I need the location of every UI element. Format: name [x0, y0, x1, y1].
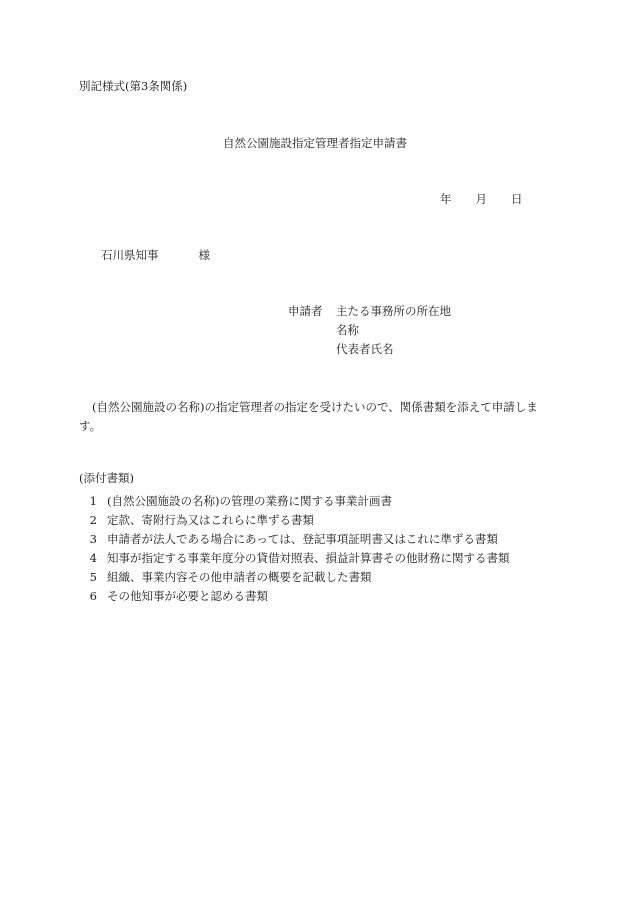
application-statement: (自然公園施設の名称)の指定管理者の指定を受けたいので、関係書類を添えて申請します。: [79, 400, 538, 433]
attachments-heading: (添付書類): [79, 471, 134, 485]
applicant-representative-label: 代表者氏名: [336, 342, 394, 356]
date-month-label: 月: [475, 192, 487, 206]
list-item: [79, 511, 510, 530]
list-item-number: 1: [89, 494, 97, 508]
applicant-label: 申請者: [288, 304, 323, 318]
list-item-number: 3: [89, 532, 97, 546]
applicant-office-location: 主たる事務所の所在地: [336, 304, 451, 318]
list-item-text: 組織、事業内容その他申請者の概要を記載した書類: [107, 570, 372, 584]
date-line: [440, 194, 523, 206]
addressee-honorific: 様: [198, 248, 210, 262]
list-item: [79, 549, 510, 568]
list-item-text: 申請者が法人である場合にあっては、登記事項証明書又はこれに準ずる書類: [107, 532, 498, 546]
list-item: [79, 492, 510, 511]
addressee-name: 石川県知事: [101, 248, 159, 262]
document-title: 自然公園施設指定管理者指定申請書: [223, 136, 407, 150]
list-item: [79, 587, 510, 606]
list-item-text: (自然公園施設の名称)の管理の業務に関する事業計画書: [107, 494, 392, 508]
list-item-number: 6: [89, 589, 97, 603]
attachments-list: [79, 492, 510, 606]
list-item-text: その他知事が必要と認める書類: [107, 589, 268, 603]
list-item: [79, 530, 510, 549]
form-label: 別記様式(第3条関係): [79, 79, 188, 93]
list-item-text: 定款、寄附行為又はこれらに準ずる書類: [107, 513, 314, 527]
list-item-text: 知事が指定する事業年度分の貸借対照表、損益計算書その他財務に関する書類: [107, 551, 510, 565]
list-item: [79, 568, 510, 587]
addressee: [101, 250, 210, 262]
list-item-number: 2: [89, 513, 97, 527]
applicant-name-label: 名称: [336, 323, 359, 337]
list-item-number: 4: [89, 551, 97, 565]
date-day-label: 日: [511, 192, 523, 206]
date-year-label: 年: [440, 192, 452, 206]
list-item-number: 5: [89, 570, 97, 584]
